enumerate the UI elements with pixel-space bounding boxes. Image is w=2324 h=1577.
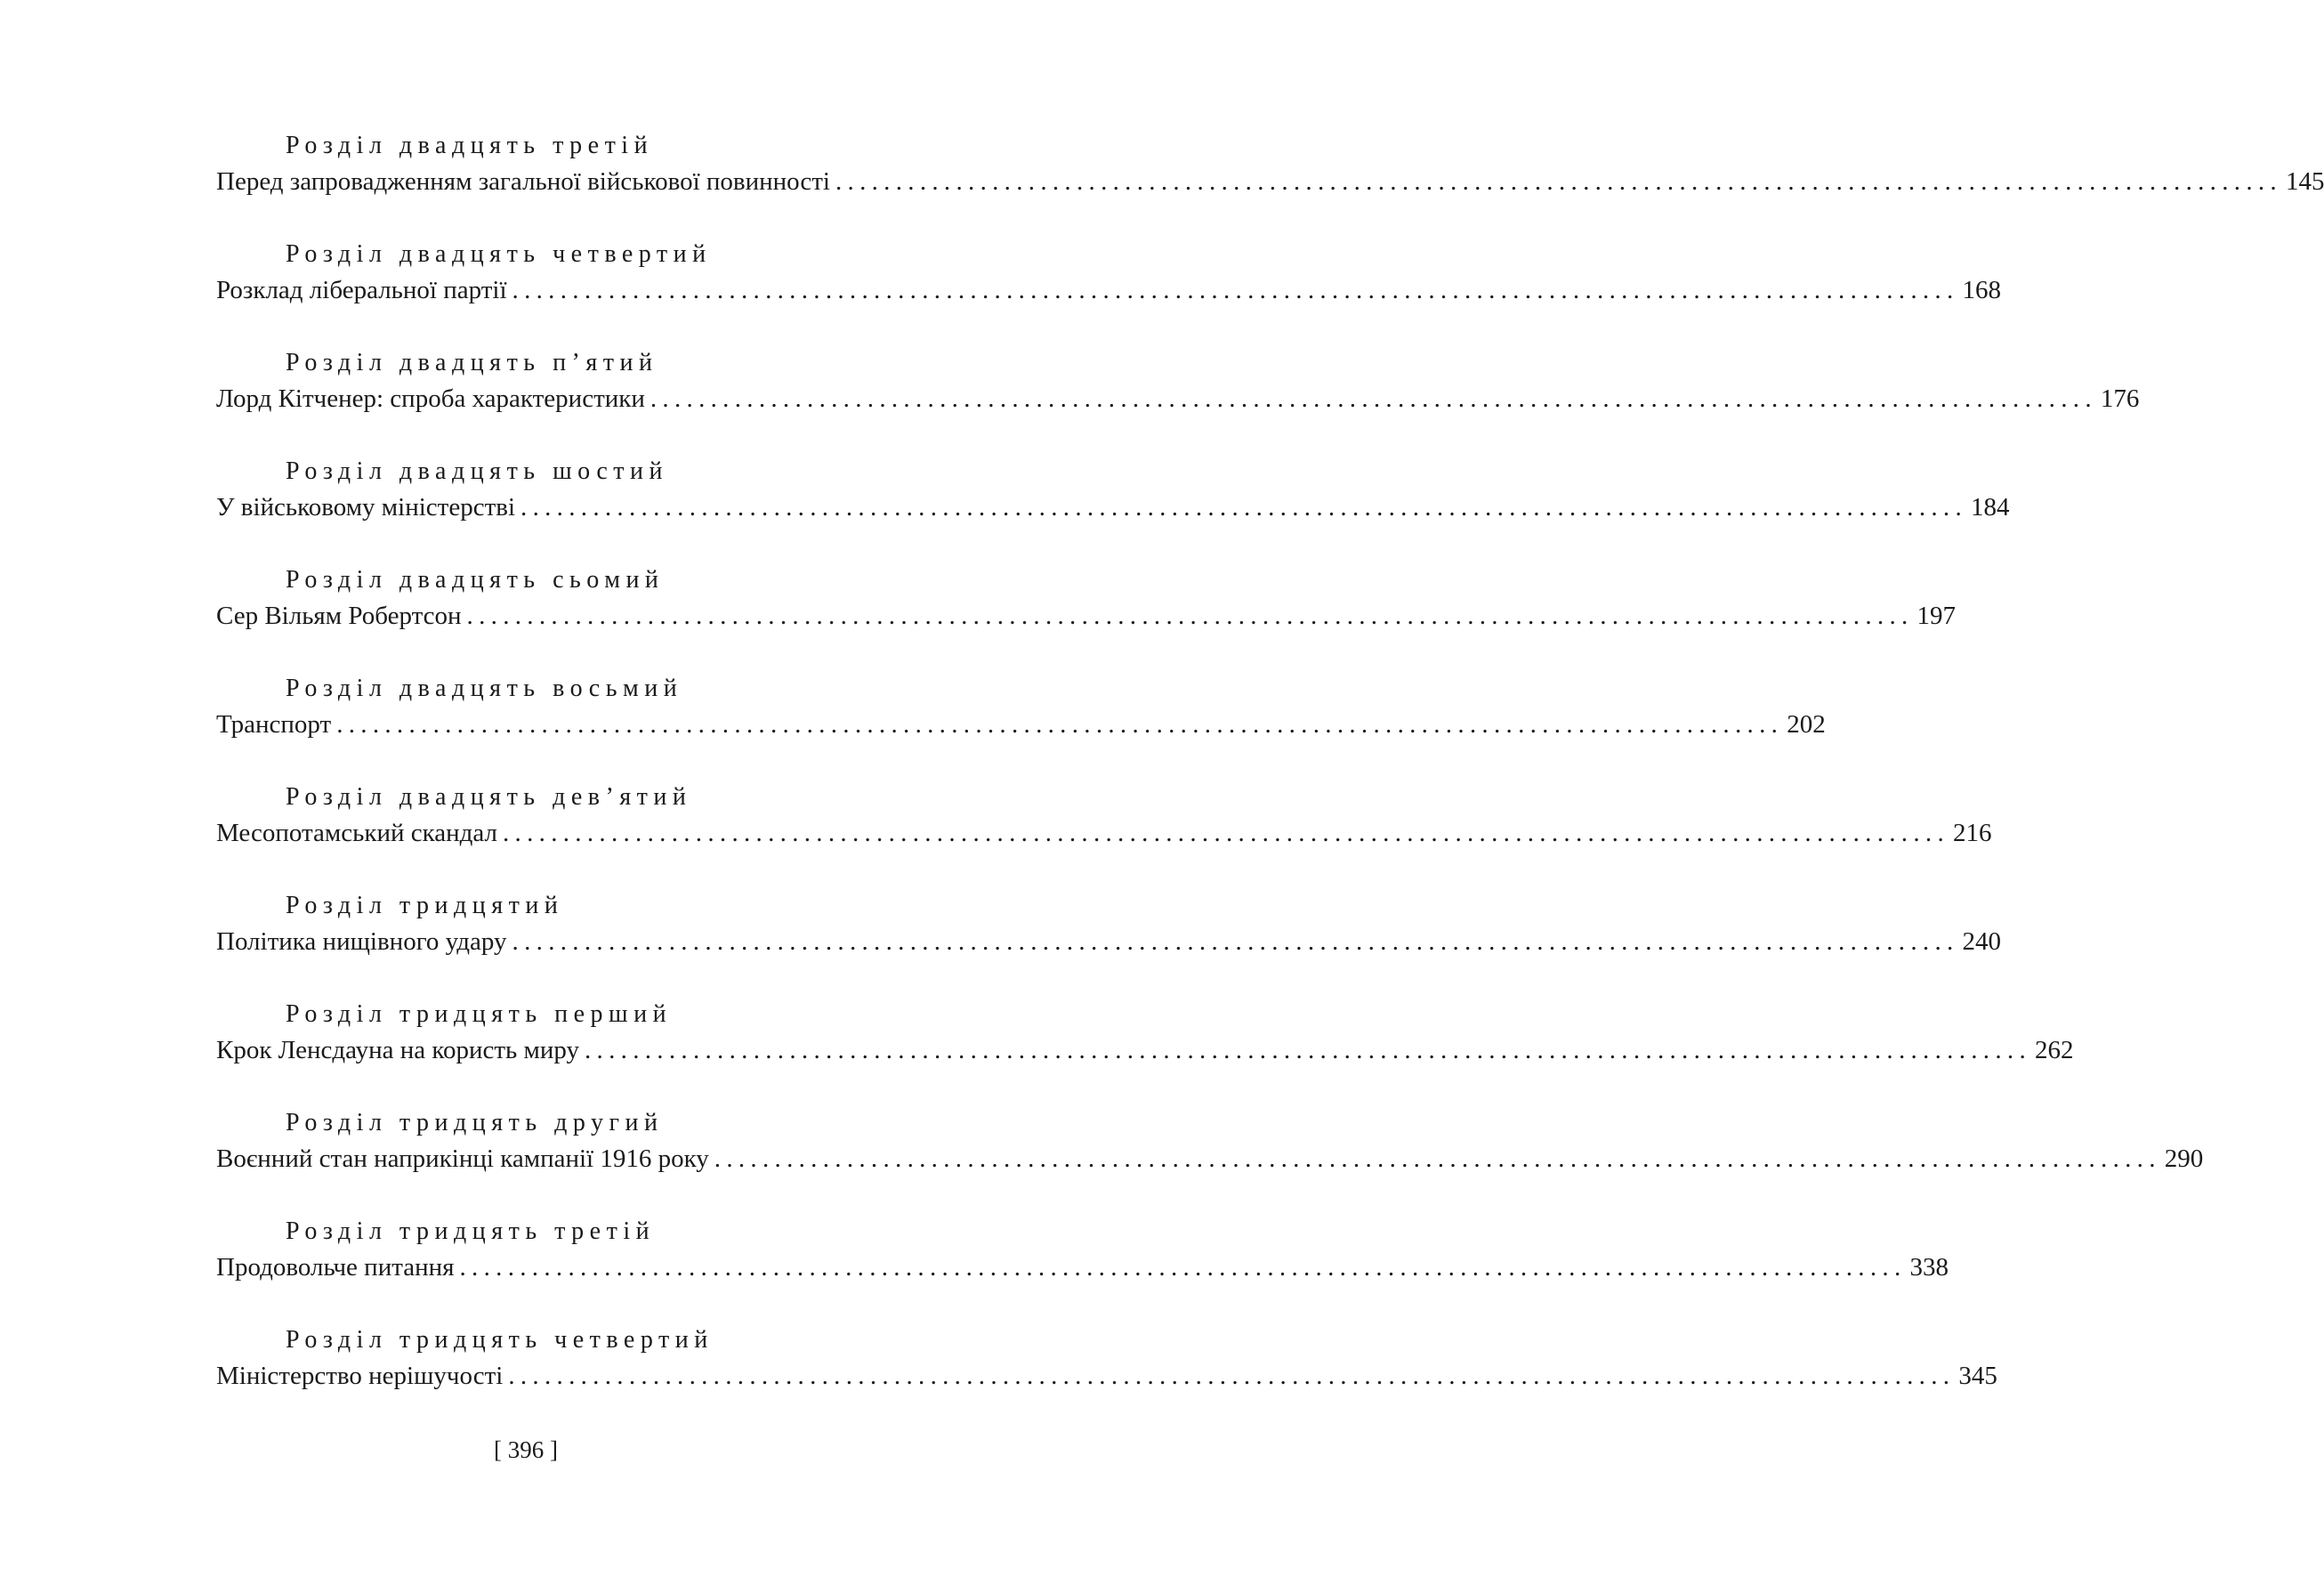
- chapter-label: Розділ двадцять сьомий: [286, 566, 665, 594]
- chapter-title: Месопотамський скандал: [216, 819, 497, 847]
- chapter-title: Розклад ліберальної партії: [216, 276, 507, 304]
- dot-leader: ........................................................................................................................: [503, 819, 1949, 847]
- toc-row: [216, 708, 1826, 741]
- chapter-label: Розділ тридцять четвертий: [286, 1326, 714, 1354]
- page-number: 345: [1958, 1362, 1997, 1390]
- page-number: 202: [1787, 710, 1826, 739]
- toc-row: [216, 925, 2002, 958]
- chapter-title: У військовому міністерстві: [216, 493, 516, 522]
- chapter-label: Розділ двадцять дев’ятий: [286, 783, 692, 811]
- page-number: 262: [2035, 1036, 2074, 1064]
- chapter-label: Розділ двадцять п’ятий: [286, 349, 658, 376]
- table-of-contents: [216, 131, 2324, 1434]
- page-number: 197: [1916, 602, 1957, 630]
- toc-entry: [216, 1325, 1997, 1434]
- toc-entry: [216, 1217, 1949, 1325]
- toc-entry: [216, 457, 2010, 565]
- page-number: 184: [1971, 493, 2010, 522]
- toc-entry: [216, 999, 2074, 1108]
- dot-leader: ........................................................................................................................: [835, 167, 2282, 196]
- chapter-title: Крок Ленсдауна на користь миру: [216, 1036, 579, 1064]
- chapter-title: Транспорт: [216, 710, 332, 739]
- dot-leader: ........................................................................................................................: [512, 927, 1959, 956]
- chapter-label: Розділ двадцять восьмий: [286, 675, 683, 702]
- toc-row: [216, 1250, 1949, 1284]
- page-number: 176: [2100, 384, 2140, 413]
- chapter-label: Розділ тридцять перший: [286, 1000, 673, 1028]
- toc-entry: [216, 131, 2324, 239]
- chapter-title: Воєнний стан наприкінці кампанії 1916 року: [216, 1144, 709, 1173]
- chapter-label: Розділ двадцять четвертий: [286, 240, 712, 268]
- chapter-title: Продовольче питання: [216, 1253, 455, 1282]
- toc-entry: [216, 239, 2002, 348]
- toc-entry: [216, 891, 2002, 999]
- page-folio: [ 396 ]: [494, 1436, 558, 1463]
- page-number: 145: [2285, 167, 2324, 196]
- chapter-label: Розділ тридцятий: [286, 892, 564, 919]
- dot-leader: ........................................................................................................................: [650, 384, 2097, 413]
- dot-leader: ........................................................................................................................: [459, 1253, 1907, 1282]
- dot-leader: ........................................................................................................................: [336, 710, 1784, 739]
- toc-row: [216, 816, 1992, 850]
- toc-row: [216, 1359, 1997, 1393]
- dot-leader: ........................................................................................................................: [585, 1036, 2031, 1064]
- page-number: 290: [2164, 1144, 2204, 1173]
- chapter-label: Розділ тридцять третій: [286, 1217, 656, 1245]
- toc-entry: [216, 782, 1992, 891]
- page-number: 338: [1909, 1253, 1949, 1282]
- page-number: 216: [1953, 819, 1992, 847]
- toc-entry: [216, 674, 1826, 782]
- toc-entry: [216, 1108, 2204, 1217]
- dot-leader: ........................................................................................................................: [714, 1144, 2161, 1173]
- page-number: 240: [1962, 927, 2002, 956]
- dot-leader: ........................................................................................................................: [520, 493, 1968, 522]
- chapter-label: Розділ двадцять третій: [286, 132, 654, 159]
- page-number: 168: [1962, 276, 2002, 304]
- dot-leader: ........................................................................................................................: [508, 1362, 1956, 1390]
- chapter-label: Розділ двадцять шостий: [286, 457, 668, 485]
- toc-entry: [216, 348, 2140, 457]
- chapter-title: Міністерство нерішучості: [216, 1362, 504, 1390]
- chapter-title: Перед запровадженням загальної військової повинності: [216, 167, 830, 196]
- dot-leader: ........................................................................................................................: [466, 602, 1914, 630]
- dot-leader: ........................................................................................................................: [512, 276, 1959, 304]
- toc-row: [216, 1142, 2204, 1176]
- toc-row: [216, 599, 1957, 633]
- toc-row: [216, 165, 2324, 198]
- chapter-title: Політика нищівного удару: [216, 927, 507, 956]
- toc-row: [216, 490, 2010, 524]
- chapter-label: Розділ тридцять другий: [286, 1109, 664, 1136]
- toc-row: [216, 382, 2140, 416]
- toc-entry: [216, 565, 1957, 674]
- toc-row: [216, 273, 2002, 307]
- chapter-title: Сер Вільям Робертсон: [216, 602, 462, 630]
- toc-row: [216, 1033, 2074, 1067]
- chapter-title: Лорд Кітченер: спроба характеристики: [216, 384, 645, 413]
